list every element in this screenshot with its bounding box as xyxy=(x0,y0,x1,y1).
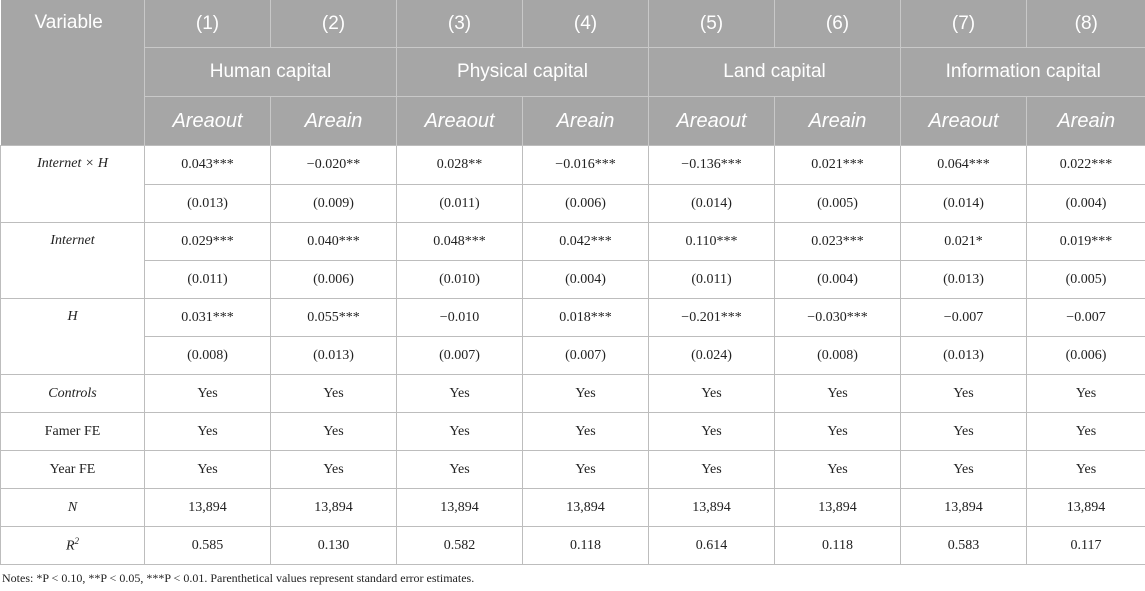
subheader: Areaout xyxy=(649,97,775,146)
group-header-physical-capital: Physical capital xyxy=(397,48,649,97)
value-cell: Yes xyxy=(649,451,775,489)
coef-cell: −0.010 xyxy=(397,299,523,337)
row-label: Internet xyxy=(1,223,145,299)
se-cell: (0.011) xyxy=(649,261,775,299)
se-cell: (0.011) xyxy=(145,261,271,299)
column-number: (1) xyxy=(145,0,271,48)
se-cell: (0.005) xyxy=(1027,261,1145,299)
coef-cell: 0.018*** xyxy=(523,299,649,337)
coef-cell: 0.019*** xyxy=(1027,223,1145,261)
row-label: N xyxy=(1,489,145,527)
coef-cell: 0.028** xyxy=(397,146,523,185)
se-cell: (0.014) xyxy=(901,185,1027,223)
row-label: Year FE xyxy=(1,451,145,489)
value-cell: Yes xyxy=(901,413,1027,451)
subheader: Areaout xyxy=(145,97,271,146)
se-cell: (0.006) xyxy=(1027,337,1145,375)
column-number: (4) xyxy=(523,0,649,48)
value-cell: Yes xyxy=(1027,413,1145,451)
value-cell: 0.118 xyxy=(775,527,901,565)
coef-cell: −0.136*** xyxy=(649,146,775,185)
coef-cell: 0.021*** xyxy=(775,146,901,185)
value-cell: Yes xyxy=(271,451,397,489)
coef-cell: 0.048*** xyxy=(397,223,523,261)
coef-cell: 0.110*** xyxy=(649,223,775,261)
row-label xyxy=(1,527,145,565)
coef-cell: 0.023*** xyxy=(775,223,901,261)
value-cell: 0.117 xyxy=(1027,527,1145,565)
table-row xyxy=(1,146,1145,185)
group-header-information-capital: Information capital xyxy=(901,48,1145,97)
coef-cell: −0.020** xyxy=(271,146,397,185)
table-body xyxy=(1,146,1145,565)
value-cell: Yes xyxy=(901,451,1027,489)
value-cell: Yes xyxy=(649,375,775,413)
value-cell: Yes xyxy=(1027,375,1145,413)
column-number: (3) xyxy=(397,0,523,48)
value-cell: Yes xyxy=(649,413,775,451)
table-row xyxy=(1,299,1145,337)
value-cell: 0.118 xyxy=(523,527,649,565)
r-squared-symbol: R xyxy=(65,538,75,554)
value-cell: Yes xyxy=(397,413,523,451)
subheader: Areain xyxy=(523,97,649,146)
table-row xyxy=(1,337,1145,375)
table-row xyxy=(1,527,1145,565)
column-number: (5) xyxy=(649,0,775,48)
se-cell: (0.007) xyxy=(397,337,523,375)
value-cell: 13,894 xyxy=(271,489,397,527)
row-label: Famer FE xyxy=(1,413,145,451)
table-row xyxy=(1,489,1145,527)
value-cell: Yes xyxy=(523,413,649,451)
value-cell: 13,894 xyxy=(649,489,775,527)
se-cell: (0.005) xyxy=(775,185,901,223)
coef-cell: 0.042*** xyxy=(523,223,649,261)
subheader: Areain xyxy=(775,97,901,146)
se-cell: (0.011) xyxy=(397,185,523,223)
se-cell: (0.004) xyxy=(1027,185,1145,223)
table-row xyxy=(1,185,1145,223)
table-header xyxy=(1,0,1145,146)
subheader: Areain xyxy=(271,97,397,146)
se-cell: (0.014) xyxy=(649,185,775,223)
value-cell: Yes xyxy=(523,451,649,489)
value-cell: 0.585 xyxy=(145,527,271,565)
column-number: (2) xyxy=(271,0,397,48)
value-cell: 13,894 xyxy=(901,489,1027,527)
coef-cell: 0.043*** xyxy=(145,146,271,185)
column-number: (8) xyxy=(1027,0,1145,48)
subheader: Areaout xyxy=(397,97,523,146)
coef-cell: −0.201*** xyxy=(649,299,775,337)
se-cell: (0.006) xyxy=(271,261,397,299)
se-cell: (0.013) xyxy=(145,185,271,223)
value-cell: Yes xyxy=(271,375,397,413)
value-cell: Yes xyxy=(775,375,901,413)
value-cell: Yes xyxy=(1027,451,1145,489)
column-number: (6) xyxy=(775,0,901,48)
subheader: Areain xyxy=(1027,97,1145,146)
value-cell: 13,894 xyxy=(397,489,523,527)
value-cell: 13,894 xyxy=(523,489,649,527)
table-row xyxy=(1,413,1145,451)
value-cell: Yes xyxy=(901,375,1027,413)
column-number: (7) xyxy=(901,0,1027,48)
row-label: Internet × H xyxy=(1,146,145,223)
se-cell: (0.010) xyxy=(397,261,523,299)
value-cell: Yes xyxy=(397,451,523,489)
value-cell: Yes xyxy=(523,375,649,413)
value-cell: Yes xyxy=(397,375,523,413)
value-cell: Yes xyxy=(145,451,271,489)
coef-cell: −0.007 xyxy=(901,299,1027,337)
coef-cell: 0.022*** xyxy=(1027,146,1145,185)
se-cell: (0.013) xyxy=(901,261,1027,299)
value-cell: Yes xyxy=(145,375,271,413)
value-cell: 0.582 xyxy=(397,527,523,565)
coef-cell: −0.030*** xyxy=(775,299,901,337)
coef-cell: 0.040*** xyxy=(271,223,397,261)
value-cell: Yes xyxy=(145,413,271,451)
value-cell: 0.614 xyxy=(649,527,775,565)
table-row xyxy=(1,261,1145,299)
subheader: Areaout xyxy=(901,97,1027,146)
coef-cell: 0.064*** xyxy=(901,146,1027,185)
se-cell: (0.007) xyxy=(523,337,649,375)
value-cell: 0.583 xyxy=(901,527,1027,565)
table-row xyxy=(1,451,1145,489)
row-label: Controls xyxy=(1,375,145,413)
table-row xyxy=(1,223,1145,261)
se-cell: (0.013) xyxy=(271,337,397,375)
group-header-human-capital: Human capital xyxy=(145,48,397,97)
coef-cell: 0.031*** xyxy=(145,299,271,337)
row-label: H xyxy=(1,299,145,375)
value-cell: Yes xyxy=(271,413,397,451)
r-squared-superscript: 2 xyxy=(74,536,80,547)
coef-cell: 0.029*** xyxy=(145,223,271,261)
se-cell: (0.013) xyxy=(901,337,1027,375)
coef-cell: −0.016*** xyxy=(523,146,649,185)
coef-cell: 0.055*** xyxy=(271,299,397,337)
table-row xyxy=(1,375,1145,413)
variable-header: Variable xyxy=(1,0,145,146)
se-cell: (0.008) xyxy=(775,337,901,375)
group-header-land-capital: Land capital xyxy=(649,48,901,97)
se-cell: (0.006) xyxy=(523,185,649,223)
coef-cell: 0.021* xyxy=(901,223,1027,261)
value-cell: 0.130 xyxy=(271,527,397,565)
value-cell: Yes xyxy=(775,413,901,451)
value-cell: 13,894 xyxy=(775,489,901,527)
se-cell: (0.004) xyxy=(523,261,649,299)
se-cell: (0.009) xyxy=(271,185,397,223)
se-cell: (0.004) xyxy=(775,261,901,299)
value-cell: Yes xyxy=(775,451,901,489)
value-cell: 13,894 xyxy=(145,489,271,527)
coef-cell: −0.007 xyxy=(1027,299,1145,337)
value-cell: 13,894 xyxy=(1027,489,1145,527)
se-cell: (0.008) xyxy=(145,337,271,375)
se-cell: (0.024) xyxy=(649,337,775,375)
table-notes: Notes: *P < 0.10, **P < 0.05, ***P < 0.01. Parenthetical values represent standard error estimates. xyxy=(2,571,475,585)
